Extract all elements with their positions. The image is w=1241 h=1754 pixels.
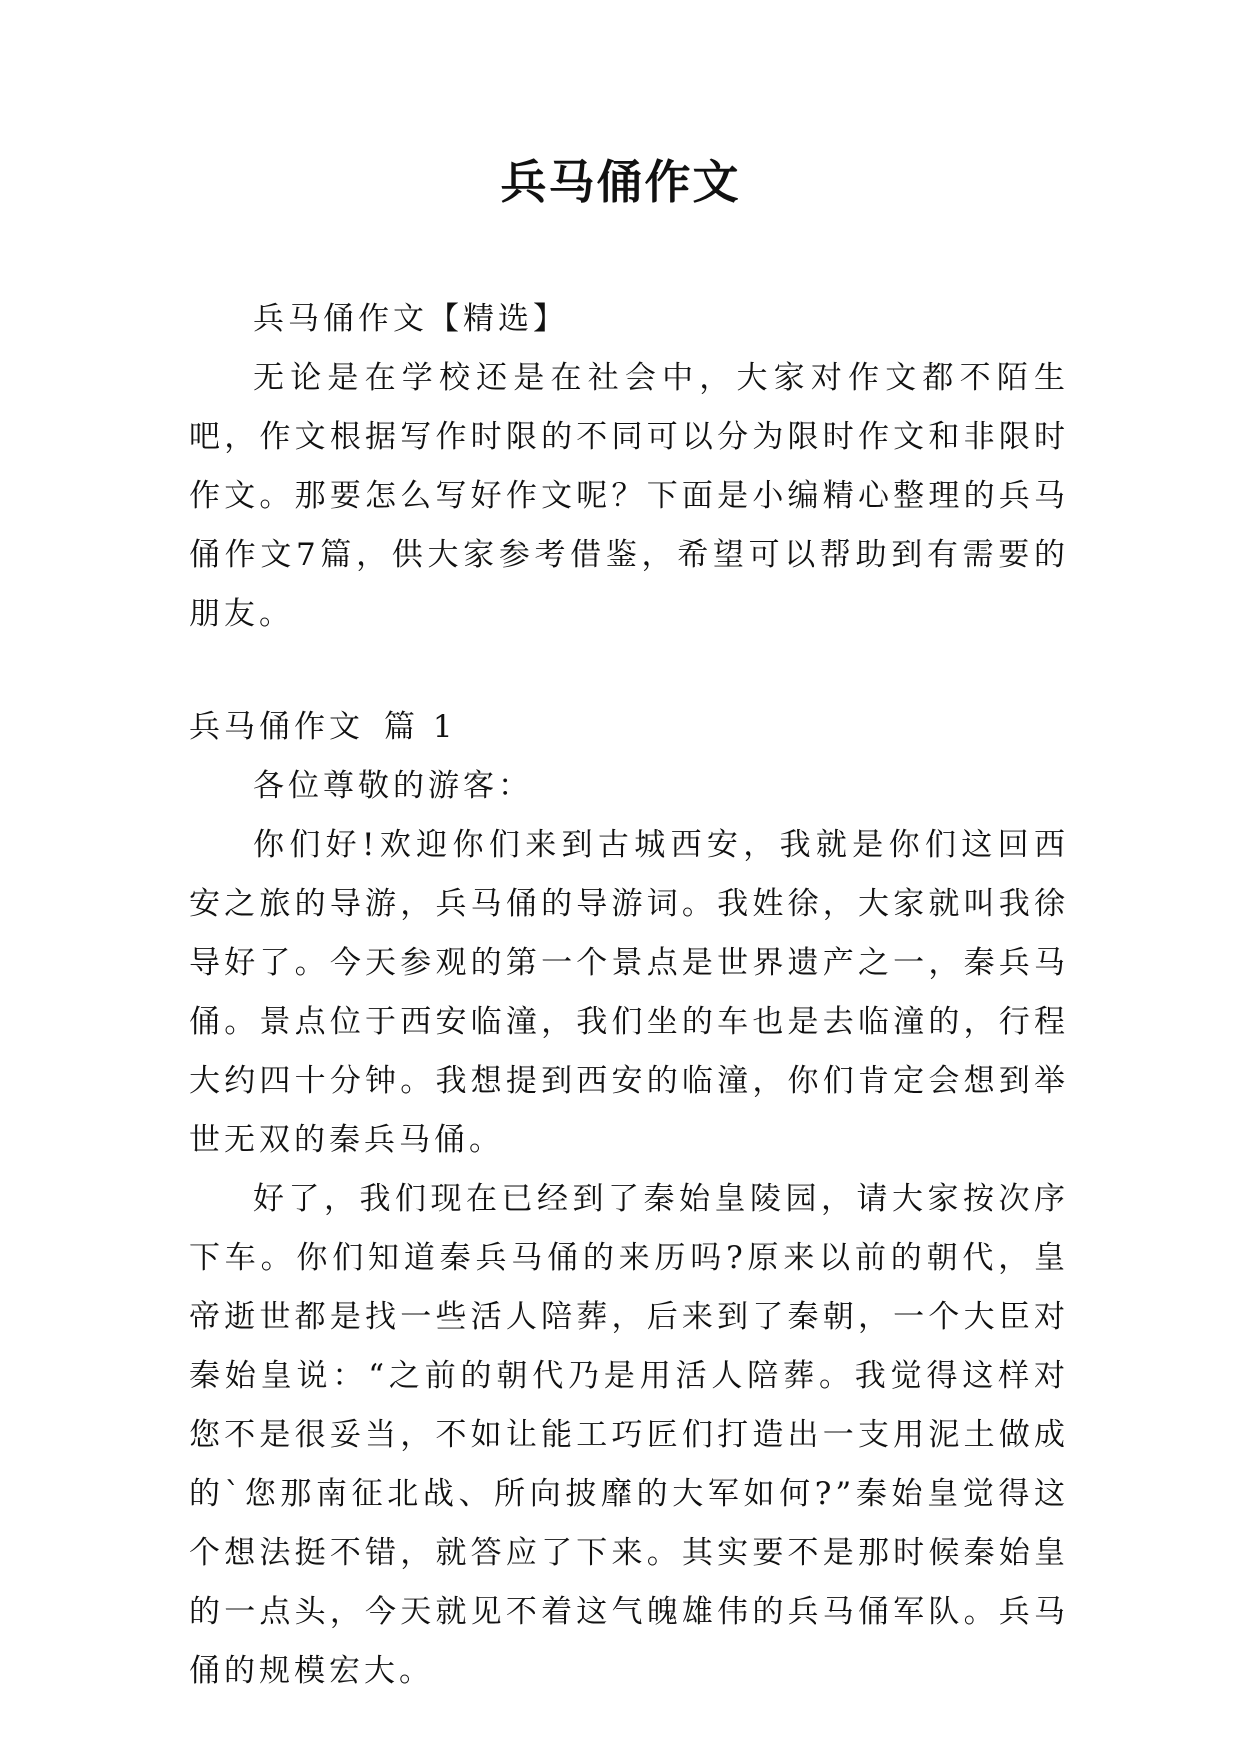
section-paragraph: 各位尊敬的游客： — [253, 768, 533, 804]
section-heading-text: 兵马俑作文 — [189, 709, 364, 745]
section-number: 篇 1 — [384, 709, 457, 745]
section-spacer — [189, 644, 1069, 698]
intro-paragraph: 无论是在学校还是在社会中，大家对作文都不陌生吧，作文根据写作时限的不同可以分为限时作文和非限时作文。那要怎么写好作文呢？下面是小编精心整理的兵马俑作文7篇，供大家参考借鉴，希望可以帮助到有需要的朋友。 — [189, 360, 1069, 632]
document-title: 兵马俑作文 — [500, 155, 741, 209]
section-heading — [189, 698, 1069, 757]
document-body — [189, 290, 1069, 1701]
section-paragraph: 好了，我们现在已经到了秦始皇陵园，请大家按次序下车。你们知道秦兵马俑的来历吗?原来以前的朝代，皇帝逝世都是找一些活人陪葬，后来到了秦朝，一个大臣对秦始皇说：“之前的朝代乃是用活人陪葬。我觉得这样对您不是很妥当，不如让能工巧匠们打造出一支用泥土做成的`您那南征北战、所向披靡的大军如何?”秦始皇觉得这个想法挺不错，就答应了下来。其实要不是那时候秦始皇的一点头，今天就见不着这气魄雄伟的兵马俑军队。兵马俑的规模宏大。 — [189, 1181, 1069, 1689]
document-subtitle: 兵马俑作文【精选】 — [253, 301, 568, 337]
section-paragraph: 你们好!欢迎你们来到古城西安，我就是你们这回西安之旅的导游，兵马俑的导游词。我姓徐，大家就叫我徐导好了。今天参观的第一个景点是世界遗产之一，秦兵马俑。景点位于西安临潼，我们坐的车也是去临潼的，行程大约四十分钟。我想提到西安的临潼，你们肯定会想到举世无双的秦兵马俑。 — [189, 827, 1069, 1158]
